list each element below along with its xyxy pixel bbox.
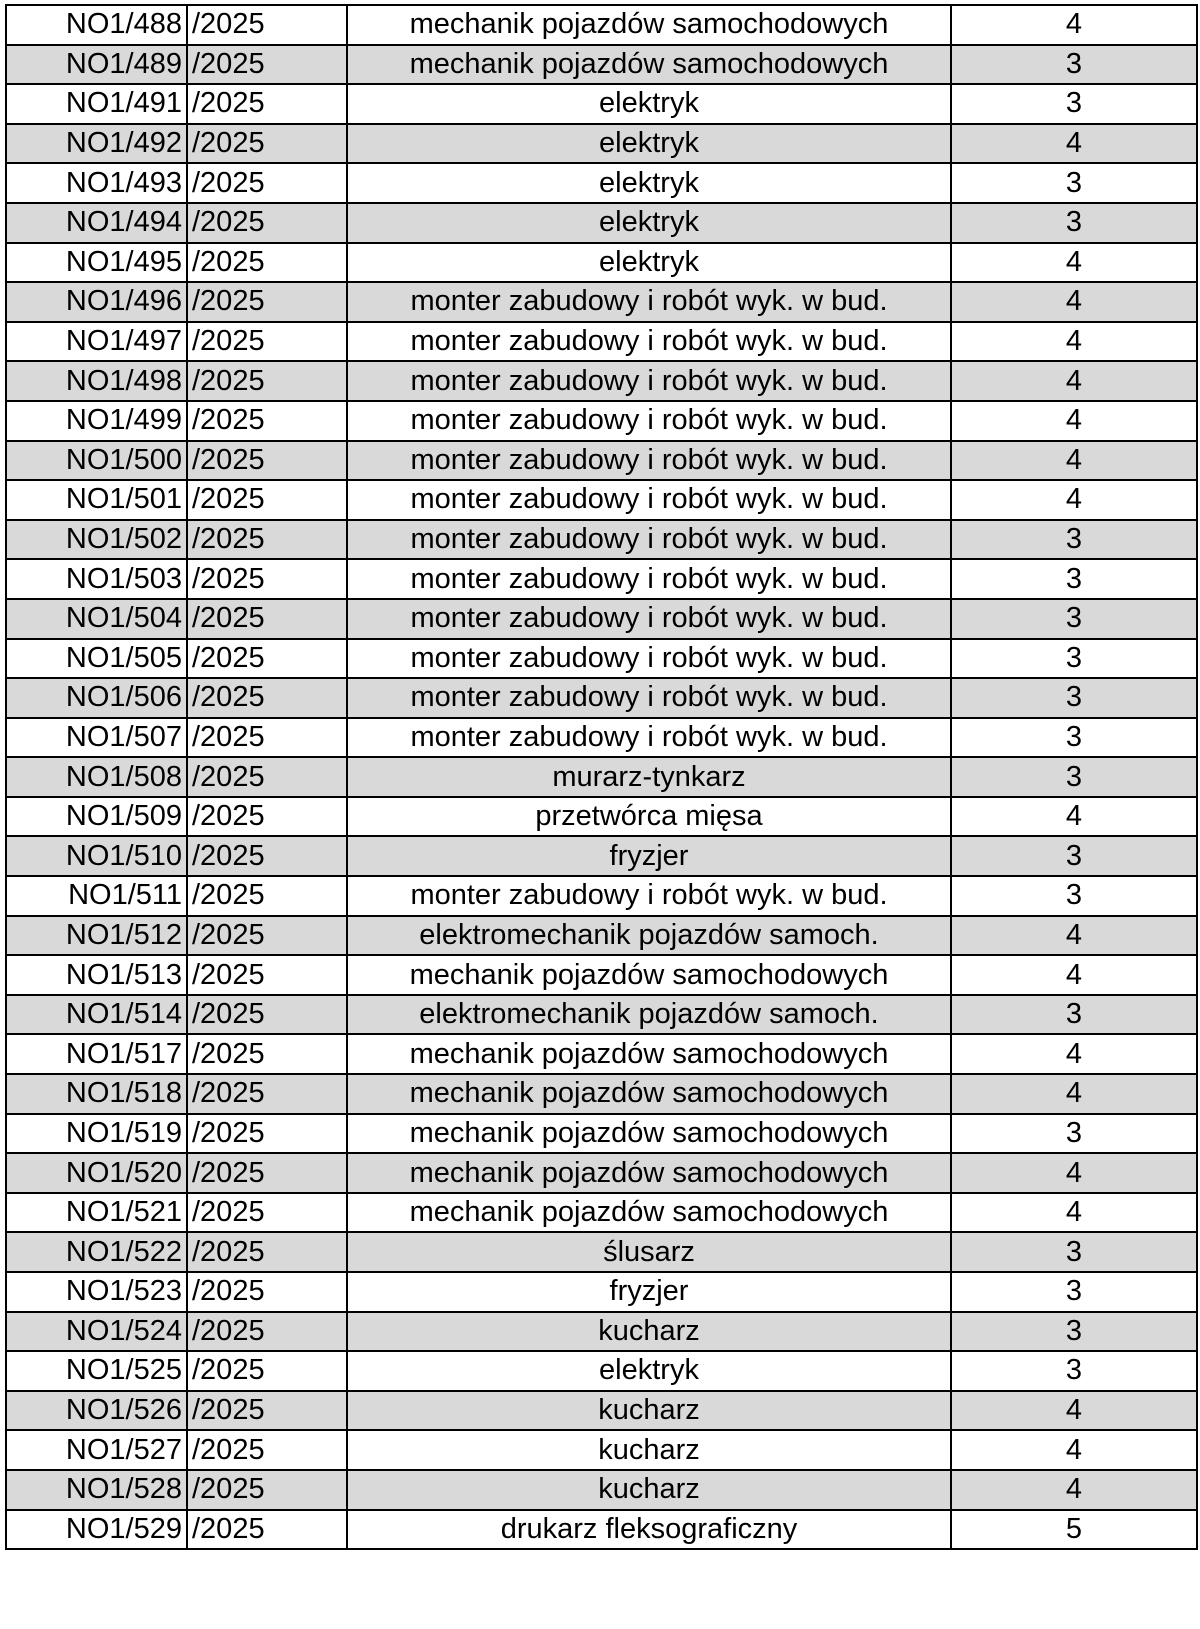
table-body: [6, 5, 1197, 1549]
certificate-number-cell: NO1/528: [6, 1470, 187, 1510]
certificate-number-cell: NO1/500: [6, 441, 187, 481]
year-suffix-cell: /2025: [187, 1114, 347, 1154]
table-row: [6, 1074, 1197, 1114]
certificate-number-cell: NO1/526: [6, 1391, 187, 1431]
year-suffix-cell: /2025: [187, 361, 347, 401]
year-suffix-cell: /2025: [187, 1510, 347, 1550]
certificate-number-cell: NO1/513: [6, 955, 187, 995]
level-cell: 3: [951, 1232, 1197, 1272]
level-cell: 3: [951, 163, 1197, 203]
certificate-number-cell: NO1/488: [6, 5, 187, 45]
profession-cell: monter zabudowy i robót wyk. w bud.: [347, 441, 951, 481]
year-suffix-cell: /2025: [187, 718, 347, 758]
level-cell: 3: [951, 639, 1197, 679]
level-cell: 4: [951, 955, 1197, 995]
year-suffix-cell: /2025: [187, 995, 347, 1035]
year-suffix-cell: /2025: [187, 599, 347, 639]
table-row: [6, 1272, 1197, 1312]
level-cell: 3: [951, 757, 1197, 797]
profession-cell: mechanik pojazdów samochodowych: [347, 5, 951, 45]
year-suffix-cell: /2025: [187, 1430, 347, 1470]
year-suffix-cell: /2025: [187, 1272, 347, 1312]
certificate-number-cell: NO1/521: [6, 1193, 187, 1233]
level-cell: 4: [951, 322, 1197, 362]
certificate-number-cell: NO1/504: [6, 599, 187, 639]
table-row: [6, 559, 1197, 599]
level-cell: 3: [951, 718, 1197, 758]
profession-cell: monter zabudowy i robót wyk. w bud.: [347, 876, 951, 916]
profession-cell: elektryk: [347, 163, 951, 203]
level-cell: 5: [951, 1510, 1197, 1550]
table-row: [6, 1470, 1197, 1510]
profession-cell: mechanik pojazdów samochodowych: [347, 1034, 951, 1074]
year-suffix-cell: /2025: [187, 45, 347, 85]
table-row: [6, 639, 1197, 679]
profession-cell: elektryk: [347, 84, 951, 124]
level-cell: 3: [951, 1312, 1197, 1352]
level-cell: 3: [951, 836, 1197, 876]
year-suffix-cell: /2025: [187, 1074, 347, 1114]
table-row: [6, 203, 1197, 243]
certificate-number-cell: NO1/499: [6, 401, 187, 441]
table-row: [6, 797, 1197, 837]
profession-cell: elektryk: [347, 1351, 951, 1391]
profession-cell: kucharz: [347, 1470, 951, 1510]
table-row: [6, 718, 1197, 758]
level-cell: 3: [951, 45, 1197, 85]
level-cell: 4: [951, 480, 1197, 520]
table-row: [6, 955, 1197, 995]
table-row: [6, 1034, 1197, 1074]
level-cell: 3: [951, 1272, 1197, 1312]
certificate-number-cell: NO1/514: [6, 995, 187, 1035]
certificate-number-cell: NO1/509: [6, 797, 187, 837]
year-suffix-cell: /2025: [187, 1470, 347, 1510]
table-row: [6, 836, 1197, 876]
profession-cell: mechanik pojazdów samochodowych: [347, 1193, 951, 1233]
table-row: [6, 1153, 1197, 1193]
exam-register-table: [5, 4, 1198, 1550]
level-cell: 4: [951, 441, 1197, 481]
table-row: [6, 1312, 1197, 1352]
year-suffix-cell: /2025: [187, 401, 347, 441]
level-cell: 4: [951, 361, 1197, 401]
certificate-number-cell: NO1/525: [6, 1351, 187, 1391]
certificate-number-cell: NO1/527: [6, 1430, 187, 1470]
table-row: [6, 520, 1197, 560]
level-cell: 4: [951, 1430, 1197, 1470]
level-cell: 3: [951, 1351, 1197, 1391]
table-row: [6, 876, 1197, 916]
level-cell: 3: [951, 84, 1197, 124]
certificate-number-cell: NO1/489: [6, 45, 187, 85]
year-suffix-cell: /2025: [187, 1351, 347, 1391]
profession-cell: monter zabudowy i robót wyk. w bud.: [347, 599, 951, 639]
year-suffix-cell: /2025: [187, 480, 347, 520]
table-row: [6, 361, 1197, 401]
year-suffix-cell: /2025: [187, 1153, 347, 1193]
profession-cell: mechanik pojazdów samochodowych: [347, 955, 951, 995]
certificate-number-cell: NO1/495: [6, 243, 187, 283]
table-row: [6, 480, 1197, 520]
certificate-number-cell: NO1/494: [6, 203, 187, 243]
certificate-number-cell: NO1/492: [6, 124, 187, 164]
certificate-number-cell: NO1/523: [6, 1272, 187, 1312]
level-cell: 4: [951, 124, 1197, 164]
certificate-number-cell: NO1/506: [6, 678, 187, 718]
year-suffix-cell: /2025: [187, 876, 347, 916]
certificate-number-cell: NO1/512: [6, 916, 187, 956]
certificate-number-cell: NO1/510: [6, 836, 187, 876]
table-row: [6, 84, 1197, 124]
year-suffix-cell: /2025: [187, 203, 347, 243]
table-row: [6, 916, 1197, 956]
year-suffix-cell: /2025: [187, 1034, 347, 1074]
table-row: [6, 45, 1197, 85]
level-cell: 4: [951, 797, 1197, 837]
certificate-number-cell: NO1/491: [6, 84, 187, 124]
year-suffix-cell: /2025: [187, 639, 347, 679]
profession-cell: fryzjer: [347, 836, 951, 876]
year-suffix-cell: /2025: [187, 757, 347, 797]
level-cell: 4: [951, 282, 1197, 322]
certificate-number-cell: NO1/498: [6, 361, 187, 401]
certificate-number-cell: NO1/502: [6, 520, 187, 560]
table-row: [6, 1232, 1197, 1272]
level-cell: 3: [951, 678, 1197, 718]
level-cell: 4: [951, 5, 1197, 45]
table-row: [6, 678, 1197, 718]
profession-cell: elektryk: [347, 124, 951, 164]
level-cell: 4: [951, 1074, 1197, 1114]
table-row: [6, 1430, 1197, 1470]
table-row: [6, 322, 1197, 362]
year-suffix-cell: /2025: [187, 678, 347, 718]
profession-cell: monter zabudowy i robót wyk. w bud.: [347, 718, 951, 758]
profession-cell: kucharz: [347, 1312, 951, 1352]
table-row: [6, 1114, 1197, 1154]
profession-cell: monter zabudowy i robót wyk. w bud.: [347, 520, 951, 560]
profession-cell: elektromechanik pojazdów samoch.: [347, 995, 951, 1035]
table-row: [6, 1391, 1197, 1431]
year-suffix-cell: /2025: [187, 1312, 347, 1352]
year-suffix-cell: /2025: [187, 916, 347, 956]
year-suffix-cell: /2025: [187, 282, 347, 322]
profession-cell: kucharz: [347, 1430, 951, 1470]
level-cell: 4: [951, 1153, 1197, 1193]
profession-cell: monter zabudowy i robót wyk. w bud.: [347, 559, 951, 599]
certificate-number-cell: NO1/508: [6, 757, 187, 797]
level-cell: 3: [951, 599, 1197, 639]
profession-cell: monter zabudowy i robót wyk. w bud.: [347, 480, 951, 520]
certificate-number-cell: NO1/529: [6, 1510, 187, 1550]
certificate-number-cell: NO1/497: [6, 322, 187, 362]
certificate-number-cell: NO1/496: [6, 282, 187, 322]
year-suffix-cell: /2025: [187, 520, 347, 560]
table-row: [6, 441, 1197, 481]
level-cell: 4: [951, 1470, 1197, 1510]
year-suffix-cell: /2025: [187, 1391, 347, 1431]
profession-cell: kucharz: [347, 1391, 951, 1431]
certificate-number-cell: NO1/524: [6, 1312, 187, 1352]
profession-cell: mechanik pojazdów samochodowych: [347, 45, 951, 85]
profession-cell: murarz-tynkarz: [347, 757, 951, 797]
year-suffix-cell: /2025: [187, 441, 347, 481]
level-cell: 4: [951, 1034, 1197, 1074]
year-suffix-cell: /2025: [187, 163, 347, 203]
level-cell: 4: [951, 401, 1197, 441]
level-cell: 3: [951, 995, 1197, 1035]
profession-cell: monter zabudowy i robót wyk. w bud.: [347, 401, 951, 441]
year-suffix-cell: /2025: [187, 559, 347, 599]
level-cell: 3: [951, 1114, 1197, 1154]
level-cell: 3: [951, 876, 1197, 916]
profession-cell: mechanik pojazdów samochodowych: [347, 1074, 951, 1114]
year-suffix-cell: /2025: [187, 243, 347, 283]
table-row: [6, 243, 1197, 283]
certificate-number-cell: NO1/503: [6, 559, 187, 599]
table-row: [6, 599, 1197, 639]
certificate-number-cell: NO1/518: [6, 1074, 187, 1114]
certificate-number-cell: NO1/517: [6, 1034, 187, 1074]
year-suffix-cell: /2025: [187, 797, 347, 837]
profession-cell: monter zabudowy i robót wyk. w bud.: [347, 639, 951, 679]
year-suffix-cell: /2025: [187, 1232, 347, 1272]
certificate-number-cell: NO1/520: [6, 1153, 187, 1193]
table-row: [6, 5, 1197, 45]
table-row: [6, 1510, 1197, 1550]
year-suffix-cell: /2025: [187, 322, 347, 362]
year-suffix-cell: /2025: [187, 84, 347, 124]
year-suffix-cell: /2025: [187, 955, 347, 995]
level-cell: 3: [951, 559, 1197, 599]
profession-cell: elektryk: [347, 203, 951, 243]
certificate-number-cell: NO1/511: [6, 876, 187, 916]
profession-cell: monter zabudowy i robót wyk. w bud.: [347, 678, 951, 718]
certificate-number-cell: NO1/505: [6, 639, 187, 679]
level-cell: 4: [951, 1391, 1197, 1431]
level-cell: 3: [951, 203, 1197, 243]
table-row: [6, 163, 1197, 203]
table-row: [6, 1351, 1197, 1391]
profession-cell: ślusarz: [347, 1232, 951, 1272]
certificate-number-cell: NO1/522: [6, 1232, 187, 1272]
profession-cell: fryzjer: [347, 1272, 951, 1312]
profession-cell: mechanik pojazdów samochodowych: [347, 1153, 951, 1193]
year-suffix-cell: /2025: [187, 836, 347, 876]
certificate-number-cell: NO1/507: [6, 718, 187, 758]
table-row: [6, 1193, 1197, 1233]
level-cell: 4: [951, 1193, 1197, 1233]
profession-cell: mechanik pojazdów samochodowych: [347, 1114, 951, 1154]
profession-cell: elektromechanik pojazdów samoch.: [347, 916, 951, 956]
level-cell: 4: [951, 243, 1197, 283]
level-cell: 4: [951, 916, 1197, 956]
certificate-number-cell: NO1/501: [6, 480, 187, 520]
table-row: [6, 124, 1197, 164]
level-cell: 3: [951, 520, 1197, 560]
certificate-number-cell: NO1/493: [6, 163, 187, 203]
profession-cell: elektryk: [347, 243, 951, 283]
year-suffix-cell: /2025: [187, 1193, 347, 1233]
table-row: [6, 401, 1197, 441]
year-suffix-cell: /2025: [187, 124, 347, 164]
table-row: [6, 757, 1197, 797]
table-row: [6, 995, 1197, 1035]
certificate-number-cell: NO1/519: [6, 1114, 187, 1154]
profession-cell: przetwórca mięsa: [347, 797, 951, 837]
profession-cell: monter zabudowy i robót wyk. w bud.: [347, 322, 951, 362]
year-suffix-cell: /2025: [187, 5, 347, 45]
profession-cell: monter zabudowy i robót wyk. w bud.: [347, 282, 951, 322]
profession-cell: monter zabudowy i robót wyk. w bud.: [347, 361, 951, 401]
table-row: [6, 282, 1197, 322]
profession-cell: drukarz fleksograficzny: [347, 1510, 951, 1550]
